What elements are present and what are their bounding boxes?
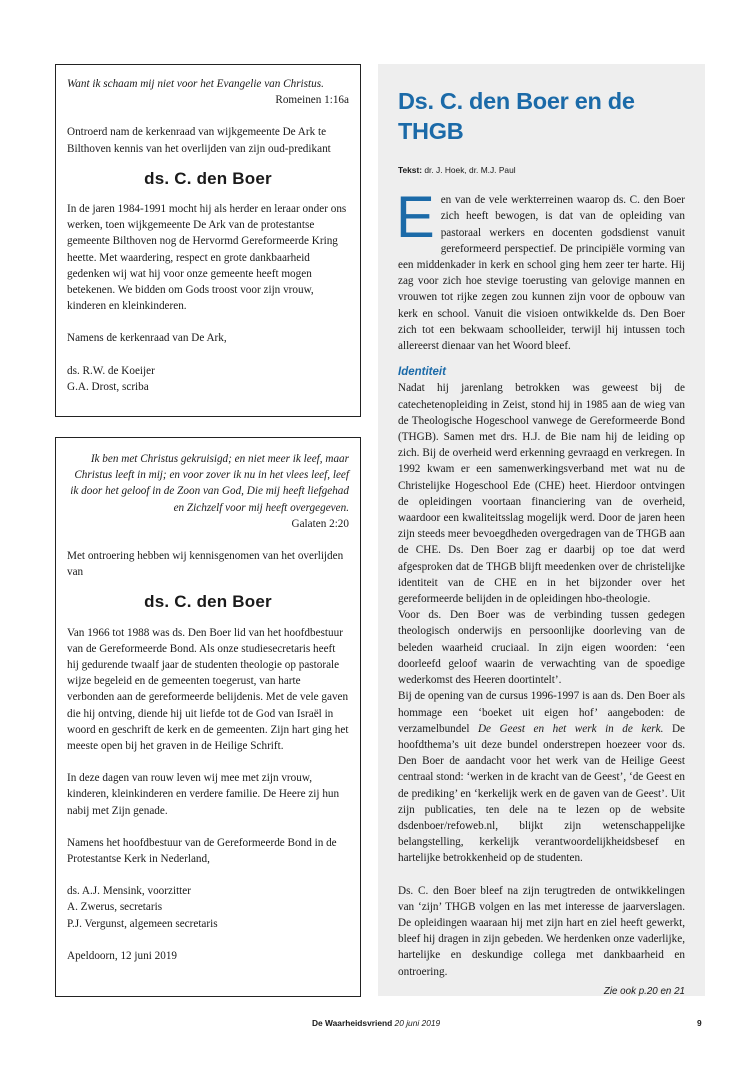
article-byline [398, 162, 685, 178]
deceased-name: ds. C. den Boer [144, 168, 272, 188]
dropcap-letter: E [396, 185, 435, 251]
notice-intro: Ontroerd nam de kerkenraad van wijkgemeente De Ark te Bilthoven kennis van het overlijden van zijn oud-predikant [67, 126, 331, 155]
place-date: Apeldoorn, 12 juni 2019 [67, 949, 178, 962]
deceased-name: ds. C. den Boer [144, 592, 272, 612]
bible-reference: Galaten 2:20 [291, 517, 349, 530]
article-paragraph [398, 688, 685, 866]
notice-intro: Met ontroering hebben wij kennisgenomen van het overlijden van [67, 550, 344, 579]
signature: A. Zwerus, secretaris [67, 901, 163, 914]
bible-quote: Want ik schaam mij niet voor het Evangelie van Christus. [67, 78, 324, 90]
signature: ds. R.W. de Koeijer [67, 364, 155, 377]
notice-body: Van 1966 tot 1988 was ds. Den Boer lid van het hoofdbestuur van de Gereformeerde Bond. Als onze studiesecretaris heeft hij gedurende twaalf jaar de studenten theologie op pastorale wijze begeleid en de gemeenten toegerust, van harte verbonden aan de gereformeerde belijdenis. Met de vele gaven die hij ontving, diende hij uit liefde tot de God van Israël in woord en geschrift de kerk en de gemeenten. Zijn hart ging het meeste open bij het graven in de Heilige Schrift. [67, 626, 349, 753]
article-panel [378, 64, 705, 996]
article-paragraph-text: Bij de opening van de cursus 1996-1997 is aan ds. Den Boer als hommage een ‘boeket uit eigen hof’ aangeboden: de verzamelbundel [398, 690, 685, 735]
footer-publication [312, 1018, 440, 1028]
publication-name: De Waarheidsvriend [312, 1018, 393, 1028]
notice-ark-bilthoven [55, 64, 361, 417]
byline-authors: dr. J. Hoek, dr. M.J. Paul [424, 165, 516, 175]
article-paragraph: Nadat hij jarenlang betrokken was geweest bij de catechetenopleiding in Zeist, stond hij in 1985 aan de wieg van de Theologische Hogeschool vanwege de Gereformeerde Bond (THGB). Samen met drs. H.J. de Bie nam hij de leiding op zich. Bij de overheid werd erkenning gevraagd en verkregen. In 1992 kwam er een samenwerkingsverband met wat nu de Christelijke Hogeschool Ede (CHE) heet. Hierdoor ontvingen de opleidingen voortaan financiering van de overheid, waardoor een kwaliteitsslag mogelijk werd. Door de jaren heen zijn steeds meer bevoegdheden overgedragen van de THGB aan de CHE. Ds. Den Boer zag er daarbij op toe dat werd afgesproken dat de THGB blijft meedenken over de christelijke identiteit van de CHE en in het bijzonder over het gereformeerde belijden in de opleidingen hbo-theologie. [398, 382, 685, 606]
signature: G.A. Drost, scriba [67, 380, 149, 393]
bible-quote: Ik ben met Christus gekruisigd; en niet meer ik leef, maar Christus leeft in mij; en voor zover ik nu in het vlees leef, leef ik door het geloof in de Zoon van God, Die mij heeft liefgehad en Zichzelf voor mij heeft overgegeven. [70, 453, 349, 514]
notice-gereformeerde-bond [55, 437, 361, 997]
article-intro-text: en van de vele werkterreinen waarop ds. C. den Boer zich heeft bewogen, is dat van de opleiding van pastoraal werkers en docenten godsdienst vanuit gereformeerd perspectief. De principiële vorming van een middenkader in kerk en school ging hem zeer ter harte. Hij zag voor zich hoe stevige toerusting van gelovige mannen en vrouwen tot rijke zegen zou kunnen zijn voor de opbouw van kerk en school. Vanuit die visioen ontwikkelde ds. Den Boer zich tot een bekwaam schoolleider, terwijl hij intussen toch allereerst dienaar van het Woord bleef. [398, 194, 685, 353]
notice-closing: Namens de kerkenraad van De Ark, [67, 332, 227, 345]
byline-label: Tekst: [398, 165, 423, 175]
notice-body: In deze dagen van rouw leven wij mee met zijn vrouw, kinderen, kleinkinderen en verdere familie. De Heere zij hun nabij met Zijn genade. [67, 772, 340, 817]
notice-closing: Namens het hoofdbestuur van de Gereformeerde Bond in de Protestantse Kerk in Nederland, [67, 836, 337, 866]
article-subheading: Identiteit [398, 366, 446, 379]
article-paragraph: Ds. C. den Boer bleef na zijn terugtreden de ontwikkelingen van ‘zijn’ THGB volgen en las met interesse de jaarverslagen. De opleidingen waaraan hij met zijn hart en ziel heeft gewerkt, bleef hij dragen in zijn gebeden. We herdenken onze vaderlijke, hartelijke en deskundige collega met dankbaarheid en ontroering. [398, 884, 685, 978]
signature: ds. A.J. Mensink, voorzitter [67, 885, 191, 898]
article-paragraph: Voor ds. Den Boer was de verbinding tussen gedegen theologisch onderwijs en persoonlijke doorleving van de beleden waarheid cruciaal. In zijn eigen woorden: ‘een doorleefd geloof waarin de verwachting van de spoedige wederkomst des Heeren doortintelt’. [398, 609, 685, 687]
publication-date: 20 juni 2019 [394, 1018, 441, 1028]
article-intro [396, 185, 685, 354]
bible-reference: Romeinen 1:16a [275, 94, 349, 107]
page-number: 9 [697, 1018, 702, 1028]
notice-body: In de jaren 1984-1991 mocht hij als herder en leraar onder ons werken, toen wijkgemeente De Ark van de protestantse gemeente Bilthoven nog de Hervormd Gereformeerde Kring heette. Met waardering, respect en grote dankbaarheid gedenken wij wat hij voor onze gemeente heeft mogen betekenen. We bidden om Gods troost voor zijn vrouw, kinderen en kleinkinderen. [67, 203, 347, 313]
see-also-note: Zie ook p.20 en 21 [603, 985, 685, 997]
article-paragraph-text: De hoofdthema’s uit deze bundel onderstrepen hoezeer voor ds. Den Boer de aandacht voor het werk van de Heilige Geest centraal stond: ‘werken in de kracht van de Geest’, ‘de Geest en de prediking’ en ‘kerkelijk werk en de gaven van de Geest’. Uit zijn publicaties, ten dele na te lezen op de website dsdenboer/refoweb.nl, blijkt zijn wetenschappelijke belangstelling, kerkelijk verantwoordelijkheidsbesef en hartelijke betrokkenheid op de studenten. [398, 722, 685, 865]
book-title: De Geest en het werk in de kerk. [477, 722, 664, 735]
article-title: Ds. C. den Boer en de THGB [398, 88, 635, 144]
signature: P.J. Vergunst, algemeen secretaris [67, 917, 218, 930]
